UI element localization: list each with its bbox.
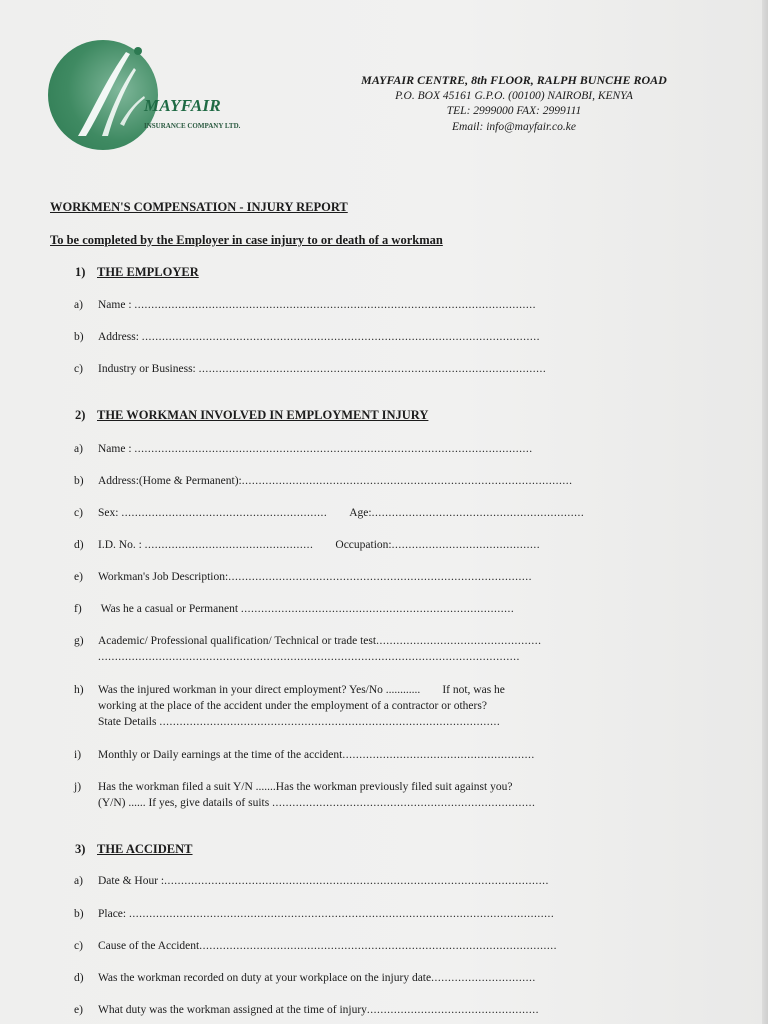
form-title: WORKMEN'S COMPENSATION - INJURY REPORT — [50, 200, 348, 214]
field-label: Date & Hour : — [98, 875, 165, 887]
item-key: e) — [74, 1004, 83, 1016]
section-number: 1) — [75, 265, 86, 279]
field-label: Industry or Business: — [98, 363, 196, 375]
field-label: Address:(Home & Permanent): — [98, 475, 242, 487]
item-key: a) — [74, 299, 83, 311]
workman-suit-field[interactable] — [74, 779, 535, 811]
field-label: Sex: — [98, 507, 119, 519]
item-key: b) — [74, 475, 84, 487]
field-label: Age: — [349, 507, 372, 519]
fill-line: ......................................................... — [342, 749, 535, 761]
field-label: Was the workman recorded on duty at your workplace on the injury date — [98, 972, 432, 984]
item-key: i) — [74, 749, 82, 761]
accident-on-duty-field[interactable] — [74, 970, 536, 986]
fill-line: ................................................. — [376, 635, 542, 647]
fill-line: ....................................................................................................... — [198, 363, 547, 375]
accident-cause-field[interactable] — [74, 938, 557, 954]
field-label: Academic/ Professional qualification/ Technical or trade test — [98, 635, 377, 647]
item-key: f) — [74, 603, 82, 615]
section-accident — [75, 842, 193, 857]
item-key: c) — [74, 507, 83, 519]
employer-industry-field[interactable] — [74, 361, 546, 377]
employer-address-field[interactable] — [74, 329, 540, 345]
fill-line: ............................... — [431, 972, 536, 984]
workman-qualification-field[interactable] — [74, 633, 541, 665]
item-key: a) — [74, 875, 83, 887]
workman-sex-age-field[interactable] — [74, 505, 584, 521]
item-key: b) — [74, 908, 84, 920]
logo-wordmark: MAYFAIR — [144, 96, 222, 115]
field-label: Occupation: — [335, 539, 392, 551]
accident-assigned-duty-field[interactable] — [74, 1002, 539, 1018]
section-workman — [75, 408, 428, 423]
field-label: Place: — [98, 908, 127, 920]
fill-line: .................................................................................................. — [241, 475, 573, 487]
item-key: c) — [74, 363, 83, 375]
field-label-line-2: (Y/N) ...... If yes, give datails of suits — [98, 797, 270, 809]
section-employer — [75, 265, 199, 280]
item-key: j) — [74, 781, 82, 793]
field-label: Has the workman filed a suit Y/N .......Has the workman previously filed suit against you? — [98, 781, 513, 793]
item-key: e) — [74, 571, 83, 583]
item-key: c) — [74, 940, 83, 952]
section-number: 2) — [75, 408, 86, 422]
accident-date-field[interactable] — [74, 873, 549, 889]
fill-line: ............................................................... — [371, 507, 585, 519]
fill-line: .......................................................................................... — [228, 571, 532, 583]
field-label: Monthly or Daily earnings at the time of the accident — [98, 749, 343, 761]
fill-line: .................................................................................................................. — [164, 875, 549, 887]
field-label: Was the injured workman in your direct employment? Yes/No ............ — [98, 684, 421, 696]
item-key: h) — [74, 684, 84, 696]
fill-line-continued: ............................................................................................................................. — [98, 651, 520, 663]
address-line-4: Email: info@mayfair.co.ke — [452, 120, 576, 133]
fill-line: ..................................................................................................... — [159, 716, 501, 728]
fill-line: ....................................................................................................................... — [134, 299, 537, 311]
fill-line: ............................................................. — [121, 507, 328, 519]
field-label-line-3: State Details — [98, 716, 157, 728]
fill-line: ...................................................................................................................... — [134, 443, 533, 455]
workman-address-field[interactable] — [74, 473, 572, 489]
item-key: b) — [74, 331, 84, 343]
address-line-3: TEL: 2999000 FAX: 2999111 — [446, 105, 582, 117]
field-label: Name : — [98, 443, 132, 455]
workman-direct-employment-field[interactable] — [74, 682, 505, 730]
fill-line: ................................................................................. — [240, 603, 515, 615]
address-line-1: MAYFAIR CENTRE, 8th FLOOR, RALPH BUNCHE ROAD — [361, 73, 667, 87]
field-label: If not, was he — [442, 684, 505, 696]
field-label: What duty was the workman assigned at the time of injury — [98, 1004, 367, 1016]
item-key: a) — [74, 443, 83, 455]
logo-subtitle: INSURANCE COMPANY LTD. — [144, 122, 241, 130]
field-label: Address: — [98, 331, 139, 343]
fill-line: ................................................... — [366, 1004, 540, 1016]
page-edge — [762, 0, 768, 1024]
company-address — [336, 73, 692, 135]
fill-line: .............................................................................. — [272, 797, 536, 809]
workman-id-occupation-field[interactable] — [74, 537, 540, 553]
fill-line: ...................................................................................................................... — [141, 331, 541, 343]
logo-swoosh-icon — [48, 40, 158, 150]
section-title: THE WORKMAN INVOLVED IN EMPLOYMENT INJURY — [97, 408, 429, 422]
fill-line: .......................................................................................................... — [199, 940, 557, 952]
item-key: g) — [74, 635, 84, 647]
fill-line: ............................................ — [391, 539, 541, 551]
workman-job-description-field[interactable] — [74, 569, 532, 585]
workman-name-field[interactable] — [74, 441, 533, 457]
section-title: THE ACCIDENT — [97, 842, 193, 856]
field-label: Cause of the Accident — [98, 940, 200, 952]
form-subtitle: To be completed by the Employer in case injury to or death of a workman — [50, 233, 443, 247]
accident-place-field[interactable] — [74, 906, 554, 922]
fill-line: .............................................................................................................................. — [128, 908, 555, 920]
fill-line: .................................................. — [144, 539, 314, 551]
section-number: 3) — [75, 842, 86, 856]
address-line-2: P.O. BOX 45161 G.P.O. (00100) NAIROBI, KENYA — [395, 89, 633, 102]
field-label: Workman's Job Description: — [98, 571, 229, 583]
field-label: I.D. No. : — [98, 539, 142, 551]
field-label-line-2: working at the place of the accident under the employment of a contractor or others? — [98, 700, 487, 712]
employer-name-field[interactable] — [74, 297, 536, 313]
field-label: Was he a casual or Permanent — [100, 603, 239, 615]
workman-earnings-field[interactable] — [74, 747, 535, 763]
item-key: d) — [74, 972, 84, 984]
field-label: Name : — [98, 299, 132, 311]
item-key: d) — [74, 539, 84, 551]
section-title: THE EMPLOYER — [97, 265, 199, 279]
workman-casual-permanent-field[interactable] — [74, 601, 514, 617]
company-logo — [48, 40, 288, 152]
